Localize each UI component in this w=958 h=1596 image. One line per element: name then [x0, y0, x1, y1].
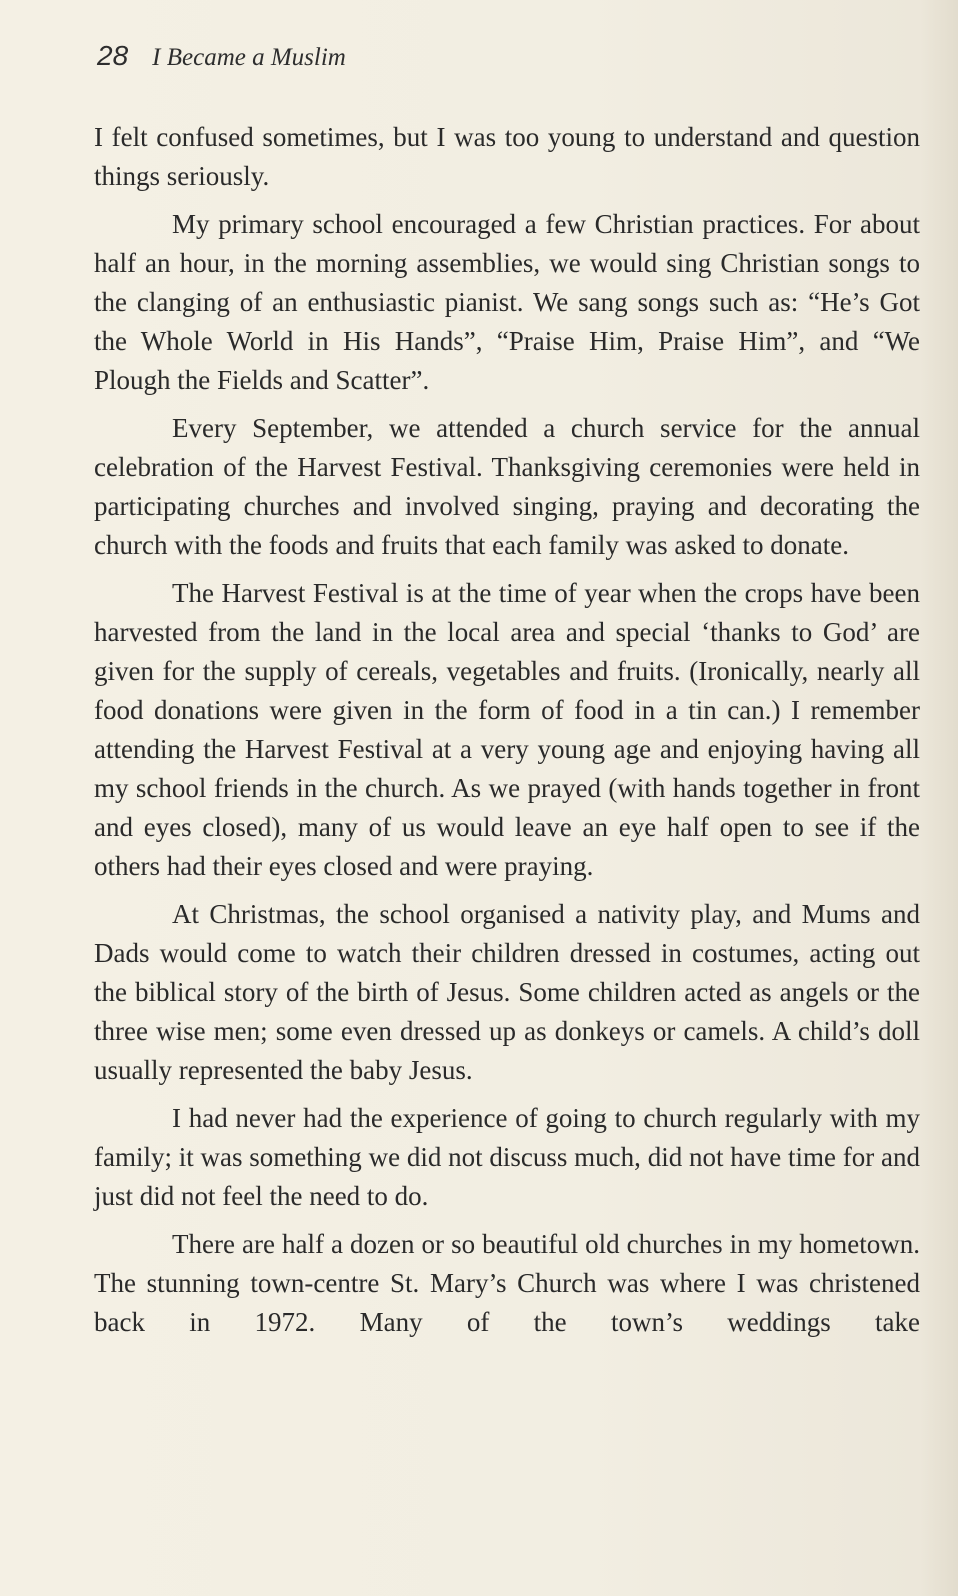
paragraph: I felt confused sometimes, but I was too young to understand and question things seriously. [94, 122, 920, 191]
body-text [94, 118, 920, 1351]
paragraph: I had never had the experience of going to church regularly with my family; it was something we did not discuss much, did not have time for and just did not feel the need to do. [94, 1103, 920, 1211]
paragraph: The Harvest Festival is at the time of year when the crops have been harvested from the land in the local area and special ‘thanks to God’ are given for the supply of cereals, vegetables and fruits. (Ironically, nearly all food donations were given in the form of food in a tin can.) I remember attending the Harvest Festival at a very young age and enjoying having all my school friends in the church. As we prayed (with hands together in front and eyes closed), many of us would leave an eye half open to see if the others had their eyes closed and were praying. [94, 578, 920, 881]
book-title: I Became a Muslim [152, 44, 346, 71]
running-head [97, 40, 346, 80]
paragraph: My primary school encouraged a few Christian practices. For about half an hour, in the morning assemblies, we would sing Christian songs to the clanging of an enthusiastic pianist. We sang songs such as: “He’s Got the Whole World in His Hands”, “Praise Him, Praise Him”, and “We Plough the Fields and Scatter”. [94, 209, 920, 395]
page-number: 28 [97, 40, 129, 71]
paragraph: Every September, we attended a church service for the annual celebration of the Harvest Festival. Thanksgiving ceremonies were held in participating churches and involved singing, praying and decorating the church with the foods and fruits that each family was asked to donate. [94, 413, 920, 560]
paragraph: At Christmas, the school organised a nativity play, and Mums and Dads would come to watch their children dressed in costumes, acting out the biblical story of the birth of Jesus. Some children acted as angels or the three wise men; some even dressed up as donkeys or camels. A child’s doll usually represented the baby Jesus. [94, 899, 920, 1085]
paragraph: There are half a dozen or so beautiful old churches in my hometown. The stunning town-centre St. Mary’s Church was where I was christened back in 1972. Many of the town’s weddings take [94, 1229, 920, 1337]
